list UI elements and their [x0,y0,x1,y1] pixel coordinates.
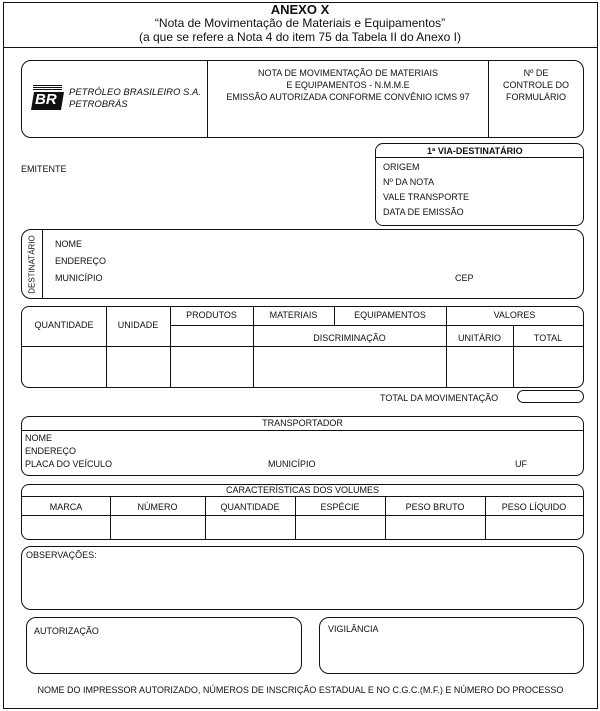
volumes-col-numero: NÚMERO [137,502,178,512]
volumes-title: CARACTERÍSTICAS DOS VOLUMES [225,485,380,495]
col-equipamentos: EQUIPAMENTOS [354,310,426,320]
destinatario-cep: CEP [455,273,474,283]
col-valores: VALORES [493,310,536,320]
volumes-col-quantidade: QUANTIDADE [220,502,280,512]
volumes-col-peso-bruto: PESO BRUTO [405,502,465,512]
total-movimentacao-label: TOTAL DA MOVIMENTAÇÃO [380,393,499,403]
volumes-title-underline [22,496,583,497]
destinatario-side-label: DESTINATÁRIO [27,235,37,294]
volumes-col-especie: ESPÉCIE [320,502,360,512]
transportador-municipio: MUNICÍPIO [268,459,316,469]
col-quantidade: QUANTIDADE [34,320,94,330]
transportador-title-underline [22,430,583,431]
via-vale-transporte: VALE TRANSPORTE [383,192,470,202]
items-header-line [22,346,583,347]
form-title-line1: NOTA DE MOVIMENTAÇÃO DE MATERIAIS [257,68,439,78]
transportador-title: TRANSPORTADOR [262,418,343,428]
control-line1: Nº DE [523,68,549,78]
via-data-emissao: DATA DE EMISSÃO [383,207,464,217]
transportador-nome: NOME [25,433,52,443]
destinatario-nome: NOME [55,239,82,249]
col-unitario: UNITÁRIO [457,333,501,343]
header-divider [3,47,598,48]
company-short-name: PETROBRÁS [69,99,128,110]
volumes-header-line [22,515,583,516]
volumes-col-marca: MARCA [49,502,83,512]
annex-reference: (a que se refere a Nota 4 do item 75 da Tabela II do Anexo I) [139,30,461,44]
via-origem: ORIGEM [383,162,420,172]
company-name: PETRÓLEO BRASILEIRO S.A. [69,87,201,98]
destinatario-municipio: MUNICÍPIO [55,273,103,283]
vigilancia-label: VIGILÂNCIA [328,624,379,634]
col-materiais: MATERIAIS [269,310,318,320]
via-title: 1ª VIA-DESTINATÁRIO [427,146,523,156]
col-discriminacao: DISCRIMINAÇÃO [313,333,386,343]
via-title-underline [376,157,583,158]
col-unidade: UNIDADE [117,320,159,330]
annex-title: ANEXO X [270,2,330,17]
col-produtos: PRODUTOS [186,310,237,320]
control-line3: FORMULÁRIO [505,92,566,102]
observacoes-box[interactable] [21,546,584,610]
form-title-line2: E EQUIPAMENTOS - N.M.M.E [286,80,410,90]
emitente-label: EMITENTE [21,164,67,174]
transportador-endereco: ENDEREÇO [25,446,77,456]
volumes-col-peso-liquido: PESO LÍQUIDO [501,502,567,512]
control-line2: CONTROLE DO [502,80,569,90]
items-col-div-1 [106,307,107,387]
items-subheader-line [170,325,583,326]
annex-subtitle: “Nota de Movimentação de Materiais e Equipamentos” [154,16,446,30]
transportador-placa: PLACA DO VEÍCULO [25,459,113,469]
logo-text: BR [35,91,57,108]
transportador-uf: UF [515,459,527,469]
total-movimentacao-field[interactable] [517,390,584,403]
observacoes-label: OBSERVAÇÕES: [26,550,97,560]
via-numero-nota: Nº DA NOTA [383,177,435,187]
form-title-line3: EMISSÃO AUTORIZADA CONFORME CONVÊNIO ICMS 97 [226,92,470,102]
destinatario-side-divider [42,230,43,298]
autorizacao-label: AUTORIZAÇÃO [34,626,99,636]
col-total: TOTAL [533,333,563,343]
destinatario-endereco: ENDEREÇO [55,256,107,266]
footer-printer-info: NOME DO IMPRESSOR AUTORIZADO, NÚMEROS DE INSCRIÇÃO ESTADUAL E NO C.G.C.(M.F.) E NÚMERO DO PROCESSO [37,685,564,695]
